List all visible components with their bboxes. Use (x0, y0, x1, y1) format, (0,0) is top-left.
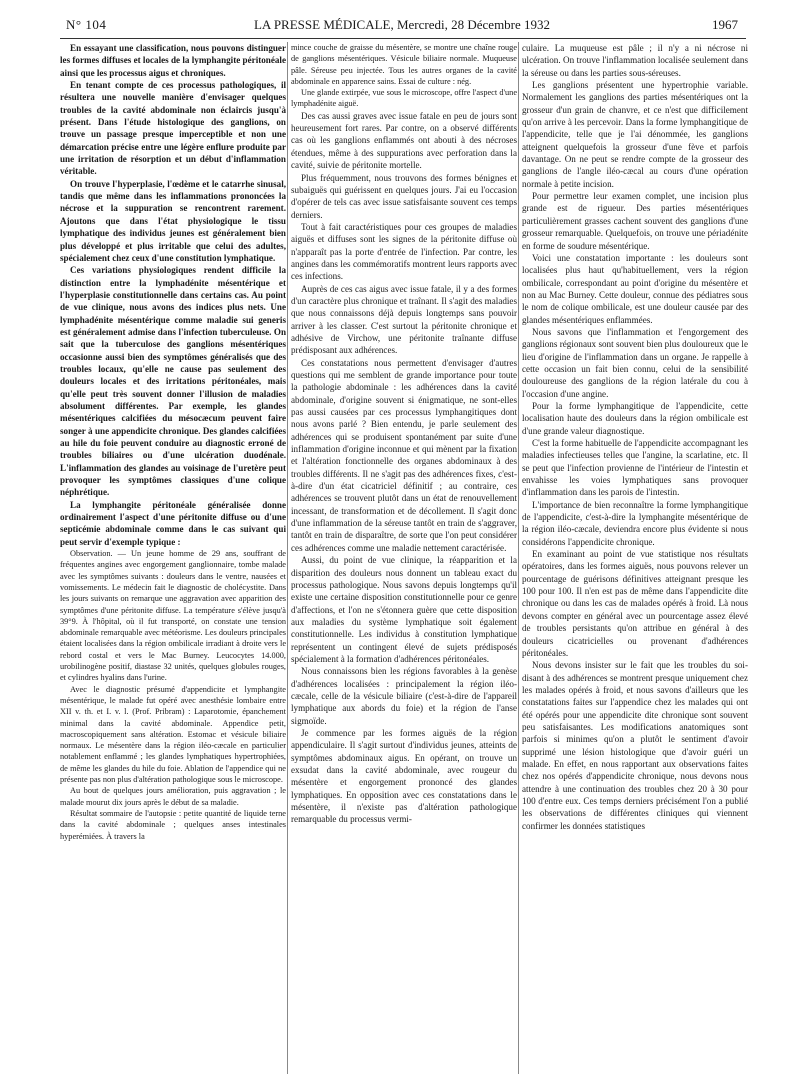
paragraph: Tout à fait caractéristiques pour ces groupes de maladies aiguës et diffuses sont les signes de la péritonite diffuse où n'apparaît pas la porte d'entrée de l'infection. Par contre, les angines dans les commémoratifs montrent leurs rapports avec ces infections. (291, 221, 517, 282)
paragraph: Pour permettre leur examen complet, une incision plus grande est de rigueur. Des parties mésentériques particulièrement grasses cachent souvent des ganglions d'une grosseur remarquable. Quelquefois, on trouve une périadénite en forme de soudure mésentérique. (522, 191, 748, 251)
paragraph: Au bout de quelques jours amélioration, puis aggravation ; le malade mourut dix jours après le début de sa maladie. (60, 786, 286, 807)
paragraph: Avec le diagnostic présumé d'appendicite et lymphangite mésentérique, le malade fut opéré avec anesthésie lombaire entre XII v. th. et I. v. l. (Prof. Pribram) : Laparotomie, épanchement minimal dans la cavité abdominale. Appendice petit, macroscopiquement sans altération. Estomac et vésicule biliaire normaux. Le mésentère dans la région iléo-cæcale en particulier notablement enflammé ; les glandes lymphatiques hypertrophiées, de même les glandes du hile du foie. Ablation de l'appendice qui ne présente pas non plus d'altération pathologique sous le microscope. (60, 684, 286, 785)
paragraph: Pour la forme lymphangitique de l'appendicite, cette localisation haute des douleurs dans la région ombilicale est d'une grande valeur diagnostique. (522, 400, 748, 436)
paragraph: Une glande extirpée, vue sous le microscope, offre l'aspect d'une lymphadénite aiguë. (291, 88, 517, 109)
paragraph: Ces variations physiologiques rendent difficile la distinction entre la lymphadénite mésentérique et l'hyperplasie constitutionnelle dans certains cas. Au point de vue clinique, nous avons des indices plus nets. Une lymphadénite mésentérique comme maladie sui generis est généralement admise dans l'infection tuberculeuse. On sait que la tuberculose des ganglions mésentériques occasionne aussi bien des symptômes généralisés que des troubles locaux, qu'elle ne cause pas seulement des douleurs locales et des irritations péritonéales, mais qu'elle peut très souvent donner l'illusion de maladies absolument différentes. Par exemple, les glandes mésentériques calcifiées du mésocæcum peuvent faire songer à une appendicite chronique. Des glandes calcifiées au hile du foie peuvent conduire au diagnostic erroné de troubles biliaires ou d'une ulcération duodénale. L'inflammation des glandes au voisinage de l'uretère peut provoquer les symptômes classiques d'une colique néphrétique. (60, 265, 286, 498)
column-1 (60, 42, 286, 1074)
column-divider (287, 42, 288, 1074)
paragraph: La lymphangite péritonéale généralisée donne ordinairement l'aspect d'une péritonite diffuse ou d'une septicémie abdominale comme dans le cas suivant qui peut servir d'exemple typique : (60, 499, 286, 547)
page-number: 1967 (712, 17, 738, 32)
paragraph: Plus fréquemment, nous trouvons des formes bénignes et subaiguës qui guérissent en quelques jours. J'ai eu l'occasion d'opérer de tels cas avec issue satisfaisante souvent ces temps derniers. (291, 172, 517, 220)
paragraph: Aussi, du point de vue clinique, la réapparition et la disparition des douleurs nous donnent un tableau exact du processus pathologique. Nous savons depuis longtemps qu'il existe une certaine disposition constitutionnelle pour ce genre d'affections, et l'on ne s'étonnera guère que cette disposition aux maladies du système lymphatique soit également constitutionnelle. Les individus à constitution lymphatique représentent un contingent élevé de sujets prédisposés spécialement à la formation d'adhérences péritonéales. (291, 555, 517, 664)
paragraph: culaire. La muqueuse est pâle ; il n'y a ni nécrose ni ulcération. On trouve l'inflammation localisée seulement dans la séreuse ou dans les parties sous-séreuses. (522, 43, 748, 78)
paragraph: Nous devons insister sur le fait que les troubles du soi-disant à des adhérences se montrent presque uniquement chez les malades opérés à froid, et nous savons d'ailleurs que les constatations faites sur l'appendice chez les malades qui ont été opérés pour une appendicite dite chronique sont souvent peu satisfaisantes. Les modifications anatomiques sont parfois si minimes qu'on a plutôt le sentiment d'avoir supprimé une lésion histologique que d'avoir guéri un malade. En effet, en nous rapportant aux observations faites chez nos opérés d'appendicite chronique, nous devons nous attendre à une continuation des troubles chez 20 à 30 pour 100 d'entre eux. Ces temps derniers précisément l'on a publié les observations de différentes cliniques qui viennent confirmer les données statistiques (522, 660, 748, 831)
paragraph: En tenant compte de ces processus pathologiques, il résultera une nouvelle manière d'envisager quelques troubles de la cavité abdominale non éclaircis jusqu'à présent. Dans l'étude histologique des ganglions, on trouve un passage presque imperceptible et non une démarcation précise entre une légère enflure produite par une irritation de résorption et un début d'inflammation véritable. (60, 80, 286, 177)
column-2 (291, 42, 517, 1074)
page-header (66, 14, 738, 36)
paragraph: Voici une constatation importante : les douleurs sont localisées plus haut qu'habituellement, vers la région ombilicale, correspondant au point d'origine du mésentère et non au Mac Burney. Cette douleur, connue des pédiatres sous le nom de colique ombilicale, est une douleur causée par des glandes mésentériques enflammées. (522, 252, 748, 325)
paragraph: Observation. — Un jeune homme de 29 ans, souffrant de fréquentes angines avec engorgement ganglionnaire, tombe malade avec les symptômes suivants : douleurs dans le ventre, nausées et vomissements. Le médecin fait le diagnostic de cholécystite. Dans les jours suivants on remarque une aggravation avec apparition des symptômes d'une péritonite diffuse. La température s'élève jusqu'à 39°9. À l'hôpital, où il fut transporté, on constate une tension abdominale remarquable avec météorisme. Les douleurs principales étaient localisées dans la région ombilicale irradiant à droite vers le rebord costal et vers le Mac Burney. Leucocytes 14.000, urobilinogène positif, diastase 32 unités, quelques globules rouges, et cylindres hyalins dans l'urine. (60, 549, 286, 683)
paragraph: Auprès de ces cas aigus avec issue fatale, il y a des formes d'un caractère plus chronique et traînant. Il s'agit des maladies que nous connaissons déjà depuis longtemps sans pouvoir arriver à les classer. C'est surtout la péritonite chronique et adhésive de Virchow, une péritonite traînante diffuse prédisposant aux adhérences. (291, 283, 517, 356)
paragraph: Résultat sommaire de l'autopsie : petite quantité de liquide terne dans la cavité abdominale ; quelques anses intestinales hyperémiées. À travers la (60, 808, 286, 841)
paragraph: Nous connaissons bien les régions favorables à la genèse d'adhérences localisées : principalement la région iléo-cæcale, celle de la vésicule biliaire (c'est-à-dire de l'appareil lymphatique aux abords du foie) et la région de l'anse sigmoïde. (291, 666, 517, 726)
paragraph: L'importance de bien reconnaître la forme lymphangitique de l'appendicite, c'est-à-dire la lymphangite mésentérique de la région iléo-cæcale, deviendra encore plus évidente si nous considérons l'appendicite chronique. (522, 499, 748, 547)
paragraph: Je commence par les formes aiguës de la région appendiculaire. Il s'agit surtout d'individus jeunes, atteints de symptômes abdominaux aigus. En opérant, on trouve un exsudat dans la cavité abdominale, avec rougeur du mésentère et engorgement prononcé des glandes lymphatiques. En opposition avec ces constatations dans le mésentère, il n'existe pas d'altération pathologique remarquable du processus vermi- (291, 727, 517, 825)
journal-title: LA PRESSE MÉDICALE, Mercredi, 28 Décembre 1932 (253, 17, 551, 32)
paragraph: Ces constatations nous permettent d'envisager d'autres questions qui me semblent de grande importance pour toute la pathologie abdominale : les adhérences dans la cavité abdominale, d'origine souvent si énigmatique, ne sont-elles pas aussi causées par ces processus lymphangitiques dont nous avons parlé ? Bien entendu, je parle seulement des adhérences qui se produisent spontanément par suite d'une inflammation d'origine inconnue et qui mènent par la fixation et l'altération fonctionnelle des organes abdominaux à des troubles différents. Il ne s'agit pas des adhérences fixes, c'est-à-dire d'un état cicatriciel définitif ; au contraire, ces adhérences se trouvent plutôt dans un état de renouvellement incessant, de transformation et de décollement. Il s'agit donc d'une inflammation de la séreuse tantôt en train de s'aggraver, tantôt en train de disparaître, de sorte que l'on peut considérer ces adhérences comme une maladie nettement caractérisée. (291, 357, 517, 553)
issue-number: N° 104 (66, 17, 107, 32)
paragraph: Nous savons que l'inflammation et l'engorgement des ganglions régionaux sont souvent bien plus douloureux que le lieu d'origine de l'inflammation dans un organe. Je rappelle à cette occasion un fait bien connu, celui de la sensibilité douloureuse des ganglions de la région latérale du cou à l'occasion d'une angine. (522, 326, 748, 399)
paragraph: Les ganglions présentent une hypertrophie variable. Normalement les ganglions des parties mésentériques ont la grosseur d'un grain de chanvre, et ce n'est que difficilement qu'on arrive à les percevoir. Dans la forme lymphangitique de l'appendicite, telle que je l'ai dénommée, les ganglions atteignent quelquefois la grosseur d'une fève et parfois davantage. On ne peut se rendre compte de la grosseur des ganglions de l'angle iléo-cæcal au cours d'une opération normale à petite incision. (522, 80, 748, 189)
paragraph: mince couche de graisse du mésentère, se montre une chaîne rouge de ganglions mésentériques. Vésicule biliaire normale. Muqueuse pâle. Séreuse peu injectée. Tous les autres organes de la cavité abdominale en apparence sains. Essai de culture : nég. (291, 43, 517, 86)
paragraph: En essayant une classification, nous pouvons distinguer les formes diffuses et locales de la lymphangite péritonéale ainsi que les processus aigus et chroniques. (60, 43, 286, 78)
paragraph: En examinant au point de vue statistique nos résultats opératoires, dans les formes aiguës, nous pouvons relever un pourcentage de guérisons définitives atteignant presque les 100 pour 100. Il n'en est pas de même dans l'appendicite dite chronique ou dans les cas de malades opérés à froid. Là nous devons compter en général avec un pourcentage assez élevé de troubles persistants qu'on attribue en général à des douleurs cicatricielles ou provenant d'adhérences péritonéales. (522, 549, 748, 658)
header-rule (60, 38, 746, 39)
column-divider (518, 42, 519, 1074)
paragraph: C'est la forme habituelle de l'appendicite accompagnant les maladies infectieuses telles que l'angine, la scarlatine, etc. Il se peut que l'infection provienne de l'intérieur de l'intestin et envahisse les voies lymphatiques sans provoquer d'inflammation dans les parois de l'intestin. (522, 438, 748, 498)
column-3 (522, 42, 748, 1074)
paragraph: On trouve l'hyperplasie, l'œdème et le catarrhe sinusal, tandis que même dans les inflammations prononcées la nécrose et la suppuration se rencontrent rarement. Ajoutons que dans l'état physiologique le tissu lymphatique des individus jeunes est généralement bien plus développé et plus irritable que celui des adultes, spécialement chez ceux d'une constitution lymphatique. (60, 178, 286, 263)
paragraph: Des cas aussi graves avec issue fatale en peu de jours sont heureusement fort rares. Par contre, on a observé différents cas où les ganglions enflammés ont abouti à des nécroses étendues, même à des suppurations avec perforation dans la cavité, suivie de péritonite mortelle. (291, 110, 517, 171)
